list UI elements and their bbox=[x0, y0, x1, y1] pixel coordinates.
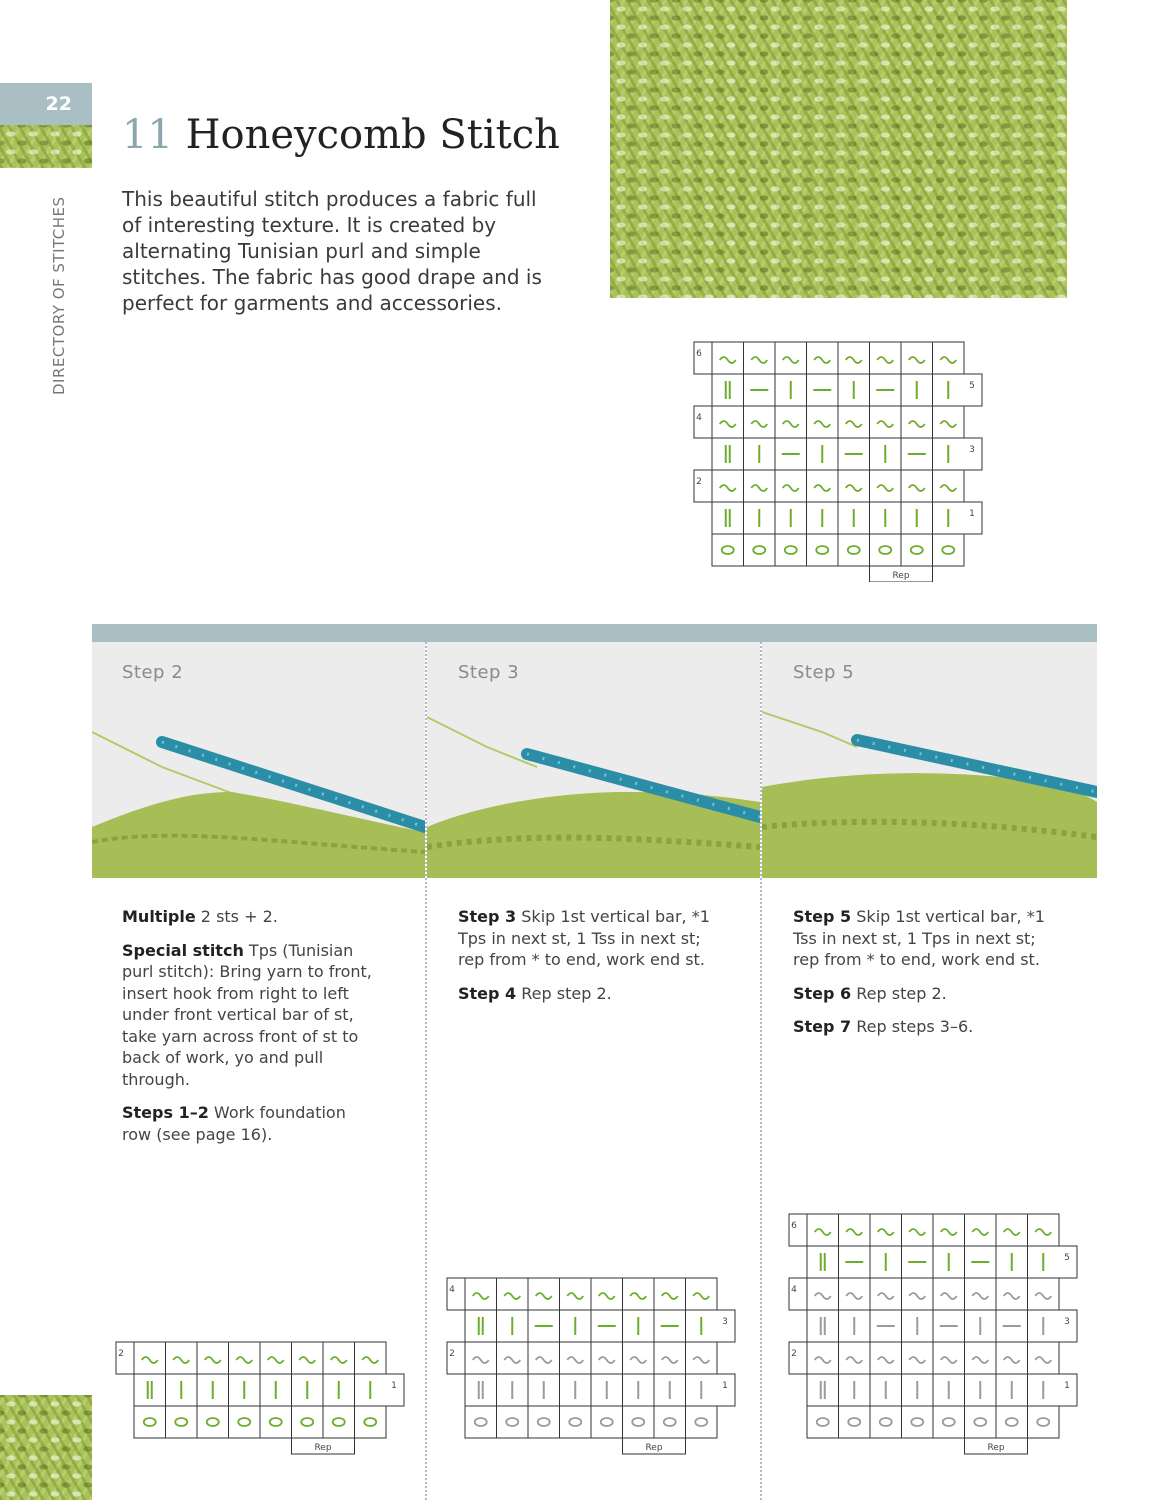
return-pass-symbol bbox=[299, 1357, 315, 1363]
page-title bbox=[122, 112, 560, 158]
return-pass-symbol bbox=[473, 1357, 489, 1363]
chart-row-number: 3 bbox=[969, 445, 975, 455]
return-pass-symbol bbox=[1035, 1357, 1051, 1363]
rep-label: Rep bbox=[645, 1443, 663, 1453]
return-pass-symbol bbox=[940, 421, 956, 427]
step3-text: Skip 1st vertical bar, *1 Tps in next st, 1 Tss in next st; rep from * to end, work end st. bbox=[458, 907, 710, 969]
return-pass-symbol bbox=[236, 1357, 252, 1363]
chain-symbol bbox=[364, 1418, 376, 1426]
return-pass-symbol bbox=[504, 1293, 520, 1299]
return-pass-symbol bbox=[720, 357, 736, 363]
return-pass-symbol bbox=[846, 1229, 862, 1235]
return-pass-symbol bbox=[630, 1293, 646, 1299]
return-pass-symbol bbox=[783, 485, 799, 491]
chain-symbol bbox=[238, 1418, 250, 1426]
chart-row-number: 4 bbox=[449, 1285, 455, 1295]
chart-row-number: 4 bbox=[791, 1285, 797, 1295]
chart-row-number: 1 bbox=[969, 509, 975, 519]
return-pass-symbol bbox=[504, 1357, 520, 1363]
return-pass-symbol bbox=[1004, 1357, 1020, 1363]
steps-1-2-paragraph bbox=[122, 1102, 372, 1145]
return-pass-symbol bbox=[693, 1293, 709, 1299]
side-swatch-bottom bbox=[0, 1395, 92, 1500]
chain-symbol bbox=[879, 546, 891, 554]
stitch-number: 11 bbox=[122, 112, 173, 158]
rep-label: Rep bbox=[314, 1443, 332, 1453]
chart-row-number: 1 bbox=[1064, 1381, 1070, 1391]
return-pass-symbol bbox=[846, 1357, 862, 1363]
step3-heading: Step 3 bbox=[458, 907, 517, 926]
return-pass-symbol bbox=[599, 1293, 615, 1299]
chain-symbol bbox=[911, 546, 923, 554]
column1-instructions bbox=[122, 906, 372, 1157]
return-pass-symbol bbox=[846, 1293, 862, 1299]
return-pass-symbol bbox=[972, 1357, 988, 1363]
chain-symbol bbox=[632, 1418, 644, 1426]
steps-1-2-text: Work foundation row (see page 16). bbox=[122, 1103, 346, 1144]
chart-row-number: 6 bbox=[696, 349, 702, 359]
return-pass-symbol bbox=[878, 1293, 894, 1299]
return-pass-symbol bbox=[940, 485, 956, 491]
return-pass-symbol bbox=[878, 1229, 894, 1235]
return-pass-symbol bbox=[814, 421, 830, 427]
chart-row bbox=[712, 502, 982, 534]
chart-row-number: 2 bbox=[696, 477, 702, 487]
return-pass-symbol bbox=[815, 1357, 831, 1363]
step6-text: Rep step 2. bbox=[851, 983, 947, 1003]
return-pass-symbol bbox=[331, 1357, 347, 1363]
return-pass-symbol bbox=[940, 357, 956, 363]
chain-symbol bbox=[569, 1418, 581, 1426]
return-pass-symbol bbox=[142, 1357, 158, 1363]
chart-row bbox=[789, 1342, 1059, 1374]
column3-instructions bbox=[793, 906, 1053, 1050]
step4-paragraph bbox=[458, 983, 718, 1005]
return-pass-symbol bbox=[205, 1357, 221, 1363]
return-pass-symbol bbox=[362, 1357, 378, 1363]
chart-row-number: 4 bbox=[696, 413, 702, 423]
return-pass-symbol bbox=[909, 1229, 925, 1235]
chart-row bbox=[447, 1342, 717, 1374]
return-pass-symbol bbox=[909, 421, 925, 427]
multiple-heading: Multiple bbox=[122, 907, 196, 926]
steps-header-band bbox=[92, 624, 1097, 642]
step7-text: Rep steps 3–6. bbox=[851, 1017, 974, 1036]
chain-symbol bbox=[1037, 1418, 1049, 1426]
return-pass-symbol bbox=[846, 485, 862, 491]
chain-symbol bbox=[333, 1418, 345, 1426]
chart-row-number: 1 bbox=[722, 1381, 728, 1391]
section-label: DIRECTORY OF STITCHES bbox=[50, 196, 68, 395]
return-pass-symbol bbox=[268, 1357, 284, 1363]
return-pass-symbol bbox=[567, 1293, 583, 1299]
return-pass-symbol bbox=[693, 1357, 709, 1363]
return-pass-symbol bbox=[751, 357, 767, 363]
chain-symbol bbox=[848, 1418, 860, 1426]
chain-symbol bbox=[538, 1418, 550, 1426]
chain-symbol bbox=[144, 1418, 156, 1426]
return-pass-symbol bbox=[877, 421, 893, 427]
return-pass-symbol bbox=[877, 357, 893, 363]
chain-symbol bbox=[753, 546, 765, 554]
step5-heading: Step 5 bbox=[793, 907, 852, 926]
chart-row bbox=[465, 1374, 735, 1406]
chain-symbol bbox=[816, 546, 828, 554]
chart-row bbox=[134, 1374, 404, 1406]
chain-symbol bbox=[601, 1418, 613, 1426]
step7-heading: Step 7 bbox=[793, 1017, 852, 1036]
return-pass-symbol bbox=[783, 357, 799, 363]
chain-symbol bbox=[1006, 1418, 1018, 1426]
chain-symbol bbox=[848, 546, 860, 554]
return-pass-symbol bbox=[473, 1293, 489, 1299]
step5-label: Step 5 bbox=[793, 662, 855, 683]
step6-paragraph bbox=[793, 983, 1053, 1005]
return-pass-symbol bbox=[720, 421, 736, 427]
return-pass-symbol bbox=[173, 1357, 189, 1363]
intro-paragraph: This beautiful stitch produces a fabric full of interesting texture. It is created by alternating Tunisian purl and simple stitches. The fabric has good drape and is perfect for garments and accessories. bbox=[122, 187, 542, 315]
stitch-name: Honeycomb Stitch bbox=[185, 112, 560, 158]
return-pass-symbol bbox=[814, 485, 830, 491]
step3-label: Step 3 bbox=[458, 662, 520, 683]
chart-row bbox=[694, 470, 964, 502]
chart-row-number: 2 bbox=[449, 1349, 455, 1359]
return-pass-symbol bbox=[630, 1357, 646, 1363]
return-pass-symbol bbox=[814, 357, 830, 363]
column2-instructions bbox=[458, 906, 718, 1016]
return-pass-symbol bbox=[941, 1293, 957, 1299]
return-pass-symbol bbox=[536, 1293, 552, 1299]
return-pass-symbol bbox=[599, 1357, 615, 1363]
chain-symbol bbox=[880, 1418, 892, 1426]
chain-symbol bbox=[974, 1418, 986, 1426]
side-swatch-top bbox=[0, 125, 92, 168]
chain-symbol bbox=[942, 546, 954, 554]
step6-heading: Step 6 bbox=[793, 983, 852, 1003]
step7-paragraph bbox=[793, 1016, 1053, 1038]
return-pass-symbol bbox=[720, 485, 736, 491]
chart-row-number: 3 bbox=[722, 1317, 728, 1327]
chain-symbol bbox=[207, 1418, 219, 1426]
chain-symbol bbox=[785, 546, 797, 554]
step3-paragraph bbox=[458, 906, 718, 971]
steps-1-2-heading: Steps 1–2 bbox=[122, 1103, 209, 1122]
chart-row-number: 1 bbox=[391, 1381, 397, 1391]
step5-text: Skip 1st vertical bar, *1 Tss in next st, 1 Tps in next st; rep from * to end, work end st. bbox=[793, 907, 1045, 969]
chain-symbol bbox=[722, 546, 734, 554]
swatch-photo bbox=[610, 0, 1067, 298]
special-stitch-paragraph bbox=[122, 940, 372, 1091]
return-pass-symbol bbox=[878, 1357, 894, 1363]
page-number: 22 bbox=[45, 93, 72, 115]
return-pass-symbol bbox=[846, 357, 862, 363]
return-pass-symbol bbox=[877, 485, 893, 491]
return-pass-symbol bbox=[815, 1229, 831, 1235]
return-pass-symbol bbox=[909, 357, 925, 363]
return-pass-symbol bbox=[909, 1293, 925, 1299]
multiple-text: 2 sts + 2. bbox=[195, 907, 278, 926]
return-pass-symbol bbox=[1035, 1293, 1051, 1299]
chart-row bbox=[694, 342, 964, 374]
chart-row-number: 6 bbox=[791, 1221, 797, 1231]
chart-row-number: 5 bbox=[1064, 1253, 1070, 1263]
chart-row bbox=[447, 1278, 717, 1310]
chain-symbol bbox=[270, 1418, 282, 1426]
stitch-chart-full bbox=[690, 338, 990, 582]
return-pass-symbol bbox=[972, 1293, 988, 1299]
step4-text: Rep step 2. bbox=[516, 983, 612, 1003]
chain-symbol bbox=[475, 1418, 487, 1426]
return-pass-symbol bbox=[1004, 1293, 1020, 1299]
special-stitch-text: Tps (Tunisian purl stitch): Bring yarn to front, insert hook from right to left under front vertical bar of st, take yarn across front of st to back of work, yo and pull through. bbox=[122, 940, 372, 1089]
return-pass-symbol bbox=[815, 1293, 831, 1299]
chain-symbol bbox=[175, 1418, 187, 1426]
chain-symbol bbox=[301, 1418, 313, 1426]
return-pass-symbol bbox=[909, 1357, 925, 1363]
chart-row-number: 2 bbox=[791, 1349, 797, 1359]
return-pass-symbol bbox=[846, 421, 862, 427]
chain-symbol bbox=[695, 1418, 707, 1426]
chart-row bbox=[807, 1374, 1077, 1406]
multiple-paragraph bbox=[122, 906, 372, 928]
chart-row bbox=[789, 1278, 1059, 1310]
step2-label: Step 2 bbox=[122, 662, 184, 683]
return-pass-symbol bbox=[662, 1293, 678, 1299]
chain-symbol bbox=[506, 1418, 518, 1426]
return-pass-symbol bbox=[1035, 1229, 1051, 1235]
chart-row bbox=[116, 1342, 386, 1374]
stitch-chart-step3 bbox=[443, 1274, 743, 1458]
rep-label: Rep bbox=[892, 571, 910, 581]
return-pass-symbol bbox=[972, 1229, 988, 1235]
return-pass-symbol bbox=[567, 1357, 583, 1363]
chain-symbol bbox=[943, 1418, 955, 1426]
chart-row bbox=[789, 1214, 1059, 1246]
chart-row-number: 5 bbox=[969, 381, 975, 391]
column-divider-2 bbox=[760, 642, 762, 1500]
chain-symbol bbox=[664, 1418, 676, 1426]
return-pass-symbol bbox=[751, 485, 767, 491]
step4-heading: Step 4 bbox=[458, 983, 517, 1003]
column-divider-1 bbox=[425, 642, 427, 1500]
stitch-chart-step5 bbox=[785, 1210, 1085, 1458]
return-pass-symbol bbox=[783, 421, 799, 427]
chain-symbol bbox=[911, 1418, 923, 1426]
chart-row-number: 3 bbox=[1064, 1317, 1070, 1327]
return-pass-symbol bbox=[662, 1357, 678, 1363]
return-pass-symbol bbox=[751, 421, 767, 427]
page-number-tab bbox=[0, 83, 92, 125]
return-pass-symbol bbox=[941, 1357, 957, 1363]
return-pass-symbol bbox=[941, 1229, 957, 1235]
rep-label: Rep bbox=[987, 1443, 1005, 1453]
chart-row bbox=[694, 406, 964, 438]
step5-paragraph bbox=[793, 906, 1053, 971]
return-pass-symbol bbox=[909, 485, 925, 491]
special-stitch-heading: Special stitch bbox=[122, 940, 244, 960]
chain-symbol bbox=[817, 1418, 829, 1426]
return-pass-symbol bbox=[1004, 1229, 1020, 1235]
stitch-chart-step2 bbox=[112, 1338, 412, 1458]
return-pass-symbol bbox=[536, 1357, 552, 1363]
chart-row-number: 2 bbox=[118, 1349, 124, 1359]
